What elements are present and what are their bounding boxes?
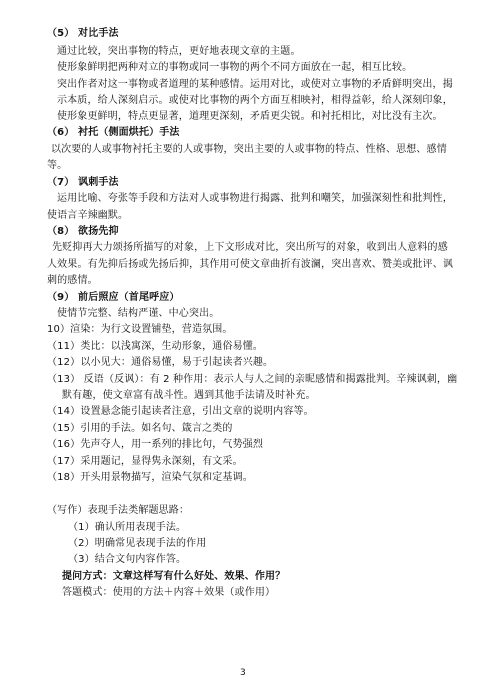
section-5-line-4: 示本质，给人深刻启示。或使对比事物的两个方面互相映衬，相得益彰，给人深刻印象， [57,95,453,106]
section-5-line-5: 使形象更鲜明，特点更显著，道理更深刻，矛盾更尖锐。和衬托相比，对比没有主次。 [57,111,443,122]
writing-answer-format: 答题模式：使用的方法＋内容＋效果（或作用） [62,587,276,598]
writing-step-1: （1）确认所用表现手法。 [68,522,187,533]
item-12: （12）以小见大：通俗易懂，易于引起读者兴趣。 [47,357,274,368]
item-13-line-1: （13） 反语（反讽）：有 2 种作用：表示人与人之间的亲昵感情和揭露批判。辛辣讽刺，幽 [47,374,458,385]
item-10: 10）渲染：为行文设置铺垫，营造氛围。 [47,324,233,335]
section-6-line-2: 等。 [47,160,68,171]
section-9-line-1: 使情节完整、结构严谨、中心突出。 [57,308,220,319]
item-13-line-2: 默有趣，使文章富有战斗性。遇到其他手法请及时补充。 [62,390,316,401]
item-17: （17）采用题记，显得隽永深刻，有文采。 [47,456,243,467]
section-5-line-3: 突出作者对这一事物或者道理的某种感情。运用对比，或使对立事物的矛盾鲜明突出，揭 [57,79,453,90]
section-7-line-1: 运用比喻、夸张等手段和方法对人或事物进行揭露、批判和嘲笑，加强深刻性和批判性， [57,193,453,204]
section-5-line-1: 通过比较，突出事物的特点，更好地表现文章的主题。 [57,46,301,57]
section-5-heading: （5） 对比手法 [47,28,119,39]
writing-question-format: 提问方式：文章这样写有什么好处、效果、作用？ [62,571,286,582]
item-18: （18）开头用景物描写，渲染气氛和定基调。 [47,472,253,483]
section-8-line-2: 人效果。有先抑后扬或先扬后抑，其作用可使文章曲折有波澜，突出喜欢、赞美或批评、讽 [47,259,453,270]
section-8-line-1: 先贬抑再大力颂扬所描写的对象，上下文形成对比，突出所写的对象，收到出人意料的感 [52,242,448,253]
section-8-line-3: 刺的感情。 [47,275,98,286]
item-15: （15）引用的手法。如名句、箴言之类的 [47,423,233,434]
writing-step-3: （3）结合文句内容作答。 [68,554,187,565]
section-9-heading: （9） 前后照应（首尾呼应） [47,292,180,303]
item-16: （16）先声夺人，用一系列的排比句，气势强烈 [47,439,264,450]
section-5-line-2: 使形象鲜明把两种对立的事物或同一事物的两个不同方面放在一起，相互比较。 [57,62,413,73]
section-6-line-1: 以次要的人或事物衬托主要的人或事物，突出主要的人或事物的特点、性格、思想、感情 [51,144,447,155]
writing-title: （写作）表现手法类解题思路： [47,505,190,516]
section-8-heading: （8） 欲扬先抑 [47,226,119,237]
section-7-heading: （7） 讽刺手法 [47,177,119,188]
writing-step-2: （2）明确常见表现手法的作用 [68,538,207,549]
section-7-line-2: 使语言辛辣幽默。 [47,210,129,221]
item-11: （11）类比：以浅寓深，生动形象，通俗易懂。 [47,341,264,352]
page-number: 3 [240,668,246,678]
item-14: （14）设置悬念能引起读者注意，引出文章的说明内容等。 [47,406,314,417]
section-6-heading: （6） 衬托（侧面烘托）手法 [47,127,180,138]
